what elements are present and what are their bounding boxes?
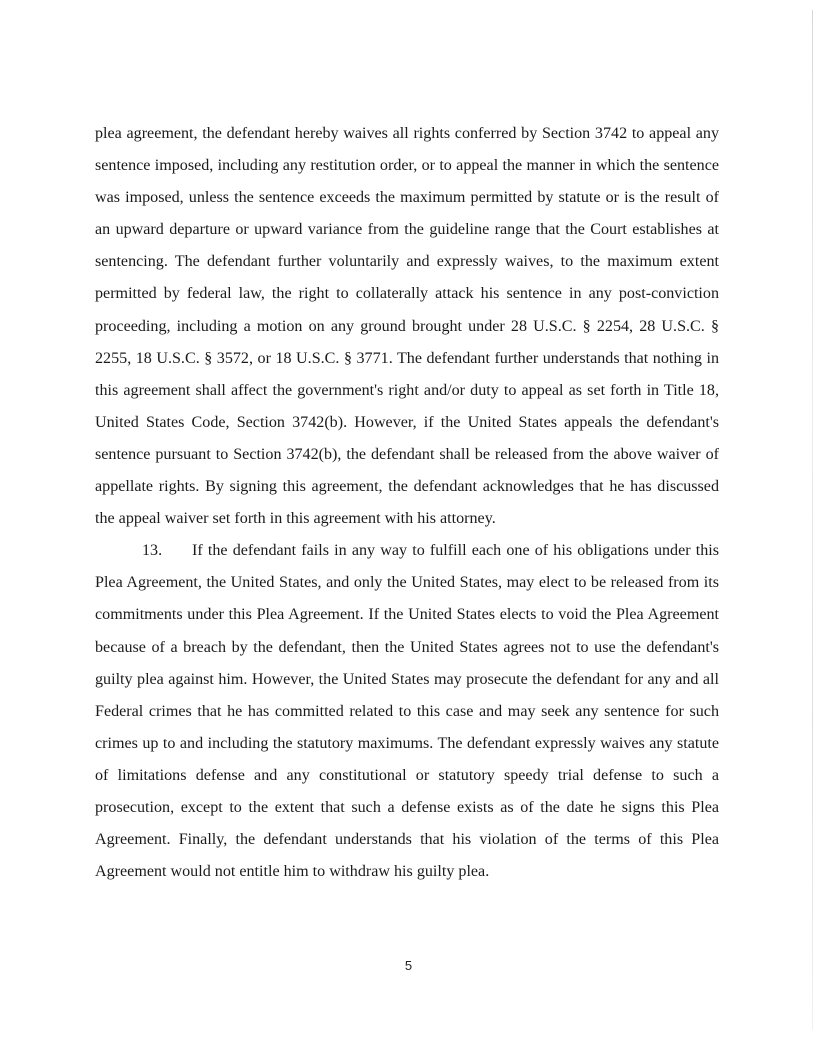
page-edge-line xyxy=(812,10,813,1030)
document-body xyxy=(95,118,719,888)
paragraph-continued xyxy=(95,118,719,535)
paragraph-continued-text: plea agreement, the defendant hereby waives all rights conferred by Section 3742 to appeal any sentence imposed, including any restitution order, or to appeal the manner in which the sentence was imposed, unless the sentence exceeds the maximum permitted by statute or is the result of an upward departure or upward variance from the guideline range that the Court establishes at sentencing. The defendant further voluntarily and expressly waives, to the maximum extent permitted by federal law, the right to collaterally attack his sentence in any post-conviction proceeding, including a motion on any ground brought under 28 U.S.C. § 2254, 28 U.S.C. § 2255, 18 U.S.C. § 3572, or 18 U.S.C. § 3771. The defendant further understands that nothing in this agreement shall affect the government's right and/or duty to appeal as set forth in Title 18, United States Code, Section 3742(b). However, if the United States appeals the defendant's sentence pursuant to Section 3742(b), the defendant shall be released from the above waiver of appellate rights. By signing this agreement, the defendant acknowledges that he has discussed the appeal waiver set forth in this agreement with his attorney. xyxy=(95,125,719,528)
paragraph-13-text: If the defendant fails in any way to fulfill each one of his obligations under this Plea Agreement, the United States, and only the United States, may elect to be released from its commitments under this Plea Agreement. If the United States elects to void the Plea Agreement because of a breach by the defendant, then the United States agrees not to use the defendant's guilty plea against him. However, the United States may prosecute the defendant for any and all Federal crimes that he has committed related to this case and may seek any sentence for such crimes up to and including the statutory maximums. The defendant expressly waives any statute of limitations defense and any constitutional or statutory speedy trial defense to such a prosecution, except to the extent that such a defense exists as of the date he signs this Plea Agreement. Finally, the defendant understands that his violation of the terms of this Plea Agreement would not entitle him to withdraw his guilty plea. xyxy=(95,542,719,881)
page-number: 5 xyxy=(404,958,413,973)
paragraph-13 xyxy=(95,535,719,888)
paragraph-13-number: 13. xyxy=(142,542,163,560)
